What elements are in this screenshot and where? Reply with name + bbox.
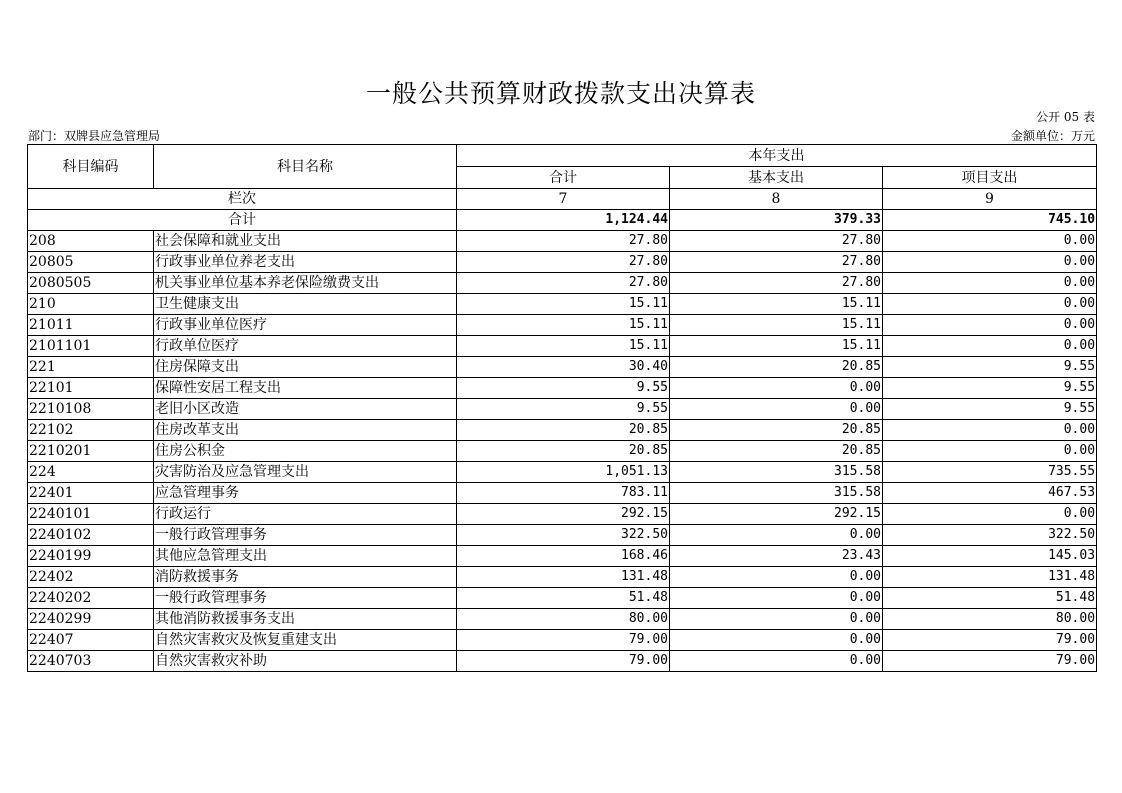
row-code: 2240101 — [28, 504, 154, 525]
table-row — [28, 378, 1097, 399]
row-basic: 0.00 — [670, 525, 883, 546]
row-name: 卫生健康支出 — [154, 294, 457, 315]
row-project: 9.55 — [883, 378, 1097, 399]
table-row — [28, 588, 1097, 609]
row-project: 9.55 — [883, 357, 1097, 378]
row-project: 0.00 — [883, 252, 1097, 273]
row-project: 467.53 — [883, 483, 1097, 504]
row-name: 消防救援事务 — [154, 567, 457, 588]
table-row — [28, 567, 1097, 588]
row-total: 51.48 — [457, 588, 670, 609]
row-project: 0.00 — [883, 441, 1097, 462]
row-project: 79.00 — [883, 630, 1097, 651]
header-row-1 — [28, 145, 1097, 167]
row-total: 15.11 — [457, 294, 670, 315]
column-number-project: 9 — [883, 189, 1097, 210]
header-group: 本年支出 — [457, 145, 1097, 167]
column-number-label: 栏次 — [28, 189, 457, 210]
table-row — [28, 462, 1097, 483]
header-total: 合计 — [457, 167, 670, 189]
row-name: 住房改革支出 — [154, 420, 457, 441]
row-name: 一般行政管理事务 — [154, 525, 457, 546]
table-row — [28, 609, 1097, 630]
row-name: 灾害防治及应急管理支出 — [154, 462, 457, 483]
form-number: 公开 05 表 — [1036, 110, 1095, 124]
expenditure-table — [27, 144, 1097, 672]
row-basic: 15.11 — [670, 294, 883, 315]
row-basic: 27.80 — [670, 231, 883, 252]
row-name: 其他应急管理支出 — [154, 546, 457, 567]
column-number-total: 7 — [457, 189, 670, 210]
row-project: 0.00 — [883, 231, 1097, 252]
row-basic: 15.11 — [670, 336, 883, 357]
row-total: 322.50 — [457, 525, 670, 546]
row-code: 22402 — [28, 567, 154, 588]
header-name: 科目名称 — [154, 145, 457, 189]
row-name: 一般行政管理事务 — [154, 588, 457, 609]
row-project: 9.55 — [883, 399, 1097, 420]
summary-basic: 379.33 — [670, 210, 883, 231]
table-row — [28, 483, 1097, 504]
table-row — [28, 441, 1097, 462]
table-row — [28, 651, 1097, 672]
row-name: 自然灾害救灾及恢复重建支出 — [154, 630, 457, 651]
row-project: 0.00 — [883, 294, 1097, 315]
row-total: 9.55 — [457, 378, 670, 399]
row-total: 27.80 — [457, 273, 670, 294]
table-row — [28, 630, 1097, 651]
row-basic: 15.11 — [670, 315, 883, 336]
row-basic: 0.00 — [670, 588, 883, 609]
row-code: 2080505 — [28, 273, 154, 294]
summary-project: 745.10 — [883, 210, 1097, 231]
row-total: 1,051.13 — [457, 462, 670, 483]
row-code: 2240202 — [28, 588, 154, 609]
row-total: 20.85 — [457, 441, 670, 462]
table-row — [28, 399, 1097, 420]
row-code: 2210201 — [28, 441, 154, 462]
row-basic: 20.85 — [670, 357, 883, 378]
row-project: 322.50 — [883, 525, 1097, 546]
row-basic: 292.15 — [670, 504, 883, 525]
row-project: 0.00 — [883, 336, 1097, 357]
header-basic: 基本支出 — [670, 167, 883, 189]
row-total: 79.00 — [457, 630, 670, 651]
row-project: 145.03 — [883, 546, 1097, 567]
table-row — [28, 252, 1097, 273]
row-total: 27.80 — [457, 252, 670, 273]
table-row — [28, 315, 1097, 336]
table-row — [28, 336, 1097, 357]
row-code: 22101 — [28, 378, 154, 399]
row-code: 2210108 — [28, 399, 154, 420]
table-body — [28, 145, 1097, 672]
row-basic: 315.58 — [670, 462, 883, 483]
row-basic: 0.00 — [670, 630, 883, 651]
header-code: 科目编码 — [28, 145, 154, 189]
row-code: 22401 — [28, 483, 154, 504]
row-total: 30.40 — [457, 357, 670, 378]
row-name: 机关事业单位基本养老保险缴费支出 — [154, 273, 457, 294]
row-name: 行政事业单位养老支出 — [154, 252, 457, 273]
row-total: 80.00 — [457, 609, 670, 630]
row-project: 0.00 — [883, 420, 1097, 441]
row-total: 15.11 — [457, 315, 670, 336]
row-name: 自然灾害救灾补助 — [154, 651, 457, 672]
row-name: 住房公积金 — [154, 441, 457, 462]
table-row — [28, 231, 1097, 252]
row-total: 79.00 — [457, 651, 670, 672]
row-code: 2240199 — [28, 546, 154, 567]
row-basic: 20.85 — [670, 420, 883, 441]
row-code: 210 — [28, 294, 154, 315]
column-number-basic: 8 — [670, 189, 883, 210]
row-code: 2240299 — [28, 609, 154, 630]
column-number-row — [28, 189, 1097, 210]
row-name: 应急管理事务 — [154, 483, 457, 504]
row-total: 292.15 — [457, 504, 670, 525]
row-project: 51.48 — [883, 588, 1097, 609]
row-name: 行政事业单位医疗 — [154, 315, 457, 336]
row-project: 131.48 — [883, 567, 1097, 588]
department-label: 部门：双牌县应急管理局 — [28, 129, 161, 143]
row-name: 行政运行 — [154, 504, 457, 525]
row-code: 221 — [28, 357, 154, 378]
row-total: 27.80 — [457, 231, 670, 252]
row-basic: 23.43 — [670, 546, 883, 567]
row-code: 22407 — [28, 630, 154, 651]
row-name: 老旧小区改造 — [154, 399, 457, 420]
row-total: 15.11 — [457, 336, 670, 357]
row-project: 735.55 — [883, 462, 1097, 483]
row-basic: 0.00 — [670, 399, 883, 420]
table-row — [28, 420, 1097, 441]
row-code: 224 — [28, 462, 154, 483]
summary-row — [28, 210, 1097, 231]
summary-total: 1,124.44 — [457, 210, 670, 231]
row-basic: 0.00 — [670, 651, 883, 672]
row-total: 20.85 — [457, 420, 670, 441]
row-code: 208 — [28, 231, 154, 252]
amount-unit-label: 金额单位：万元 — [1010, 129, 1095, 143]
row-project: 80.00 — [883, 609, 1097, 630]
row-basic: 0.00 — [670, 567, 883, 588]
summary-label: 合计 — [28, 210, 457, 231]
row-total: 168.46 — [457, 546, 670, 567]
row-code: 2240703 — [28, 651, 154, 672]
table-row — [28, 546, 1097, 567]
table-row — [28, 357, 1097, 378]
row-basic: 27.80 — [670, 273, 883, 294]
row-name: 住房保障支出 — [154, 357, 457, 378]
table-row — [28, 504, 1097, 525]
row-basic: 315.58 — [670, 483, 883, 504]
row-basic: 0.00 — [670, 609, 883, 630]
header-project: 项目支出 — [883, 167, 1097, 189]
row-name: 社会保障和就业支出 — [154, 231, 457, 252]
table-row — [28, 273, 1097, 294]
row-project: 0.00 — [883, 315, 1097, 336]
row-basic: 20.85 — [670, 441, 883, 462]
row-project: 0.00 — [883, 273, 1097, 294]
row-code: 21011 — [28, 315, 154, 336]
row-basic: 27.80 — [670, 252, 883, 273]
row-total: 9.55 — [457, 399, 670, 420]
row-code: 20805 — [28, 252, 154, 273]
row-code: 22102 — [28, 420, 154, 441]
row-project: 0.00 — [883, 504, 1097, 525]
row-code: 2101101 — [28, 336, 154, 357]
row-basic: 0.00 — [670, 378, 883, 399]
row-total: 131.48 — [457, 567, 670, 588]
row-project: 79.00 — [883, 651, 1097, 672]
row-name: 保障性安居工程支出 — [154, 378, 457, 399]
table-row — [28, 294, 1097, 315]
row-total: 783.11 — [457, 483, 670, 504]
page-title: 一般公共预算财政拨款支出决算表 — [365, 79, 756, 108]
row-name: 其他消防救援事务支出 — [154, 609, 457, 630]
table-row — [28, 525, 1097, 546]
row-name: 行政单位医疗 — [154, 336, 457, 357]
row-code: 2240102 — [28, 525, 154, 546]
